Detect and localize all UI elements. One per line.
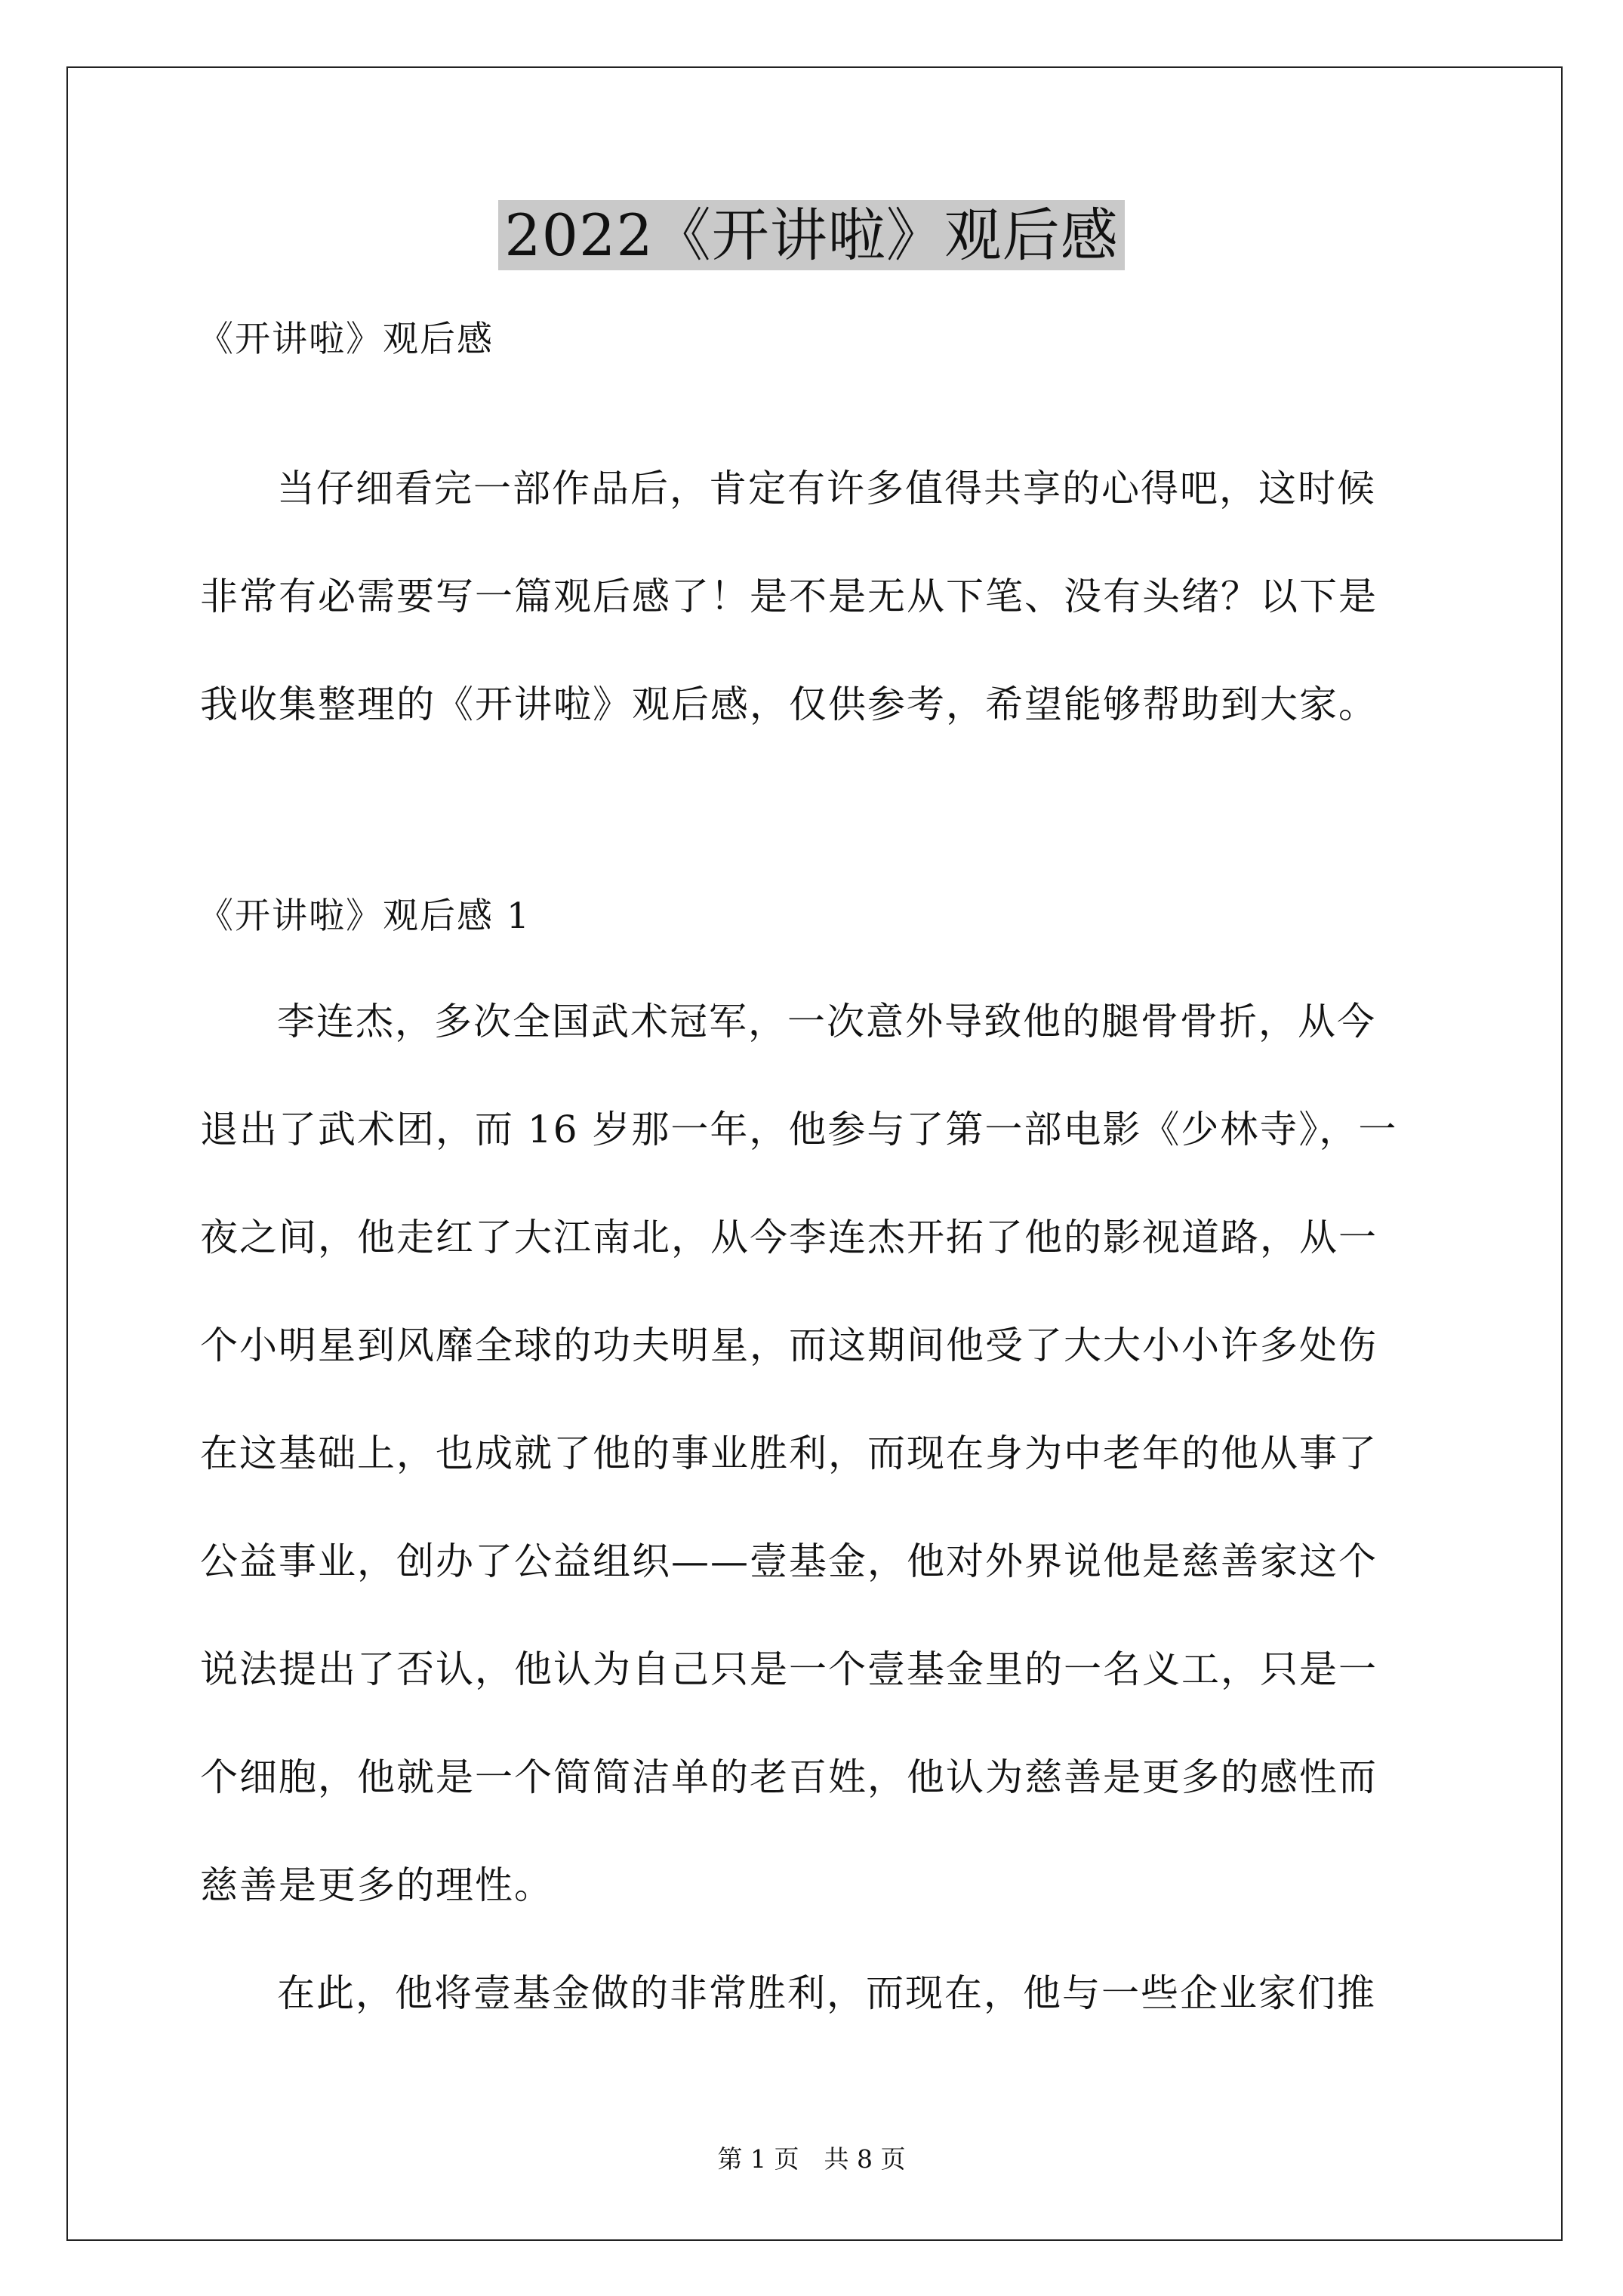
section-heading: 《开讲啦》观后感 1	[198, 895, 531, 937]
intro-line-2: 非常有必需要写一篇观后感了！是不是无从下笔、没有头绪？以下是	[200, 575, 1378, 618]
subtitle: 《开讲啦》观后感	[198, 319, 494, 360]
section-line-7: 说法提出了否认，他认为自己只是一个壹基金里的一名义工，只是一	[200, 1647, 1378, 1691]
document-title-text: 2022《开讲啦》观后感	[498, 200, 1124, 270]
section-line-5: 在这基础上，也成就了他的事业胜利，而现在身为中老年的他从事了	[200, 1432, 1378, 1475]
section-line-2: 退出了武术团，而 16 岁那一年，他参与了第一部电影《少林寺》，一	[200, 1108, 1398, 1151]
section-line-4: 个小明星到风靡全球的功夫明星，而这期间他受了大大小小许多处伤	[200, 1324, 1378, 1367]
section-line-1: 李连杰，多次全国武术冠军，一次意外导致他的腿骨骨折，从今	[277, 1000, 1376, 1043]
section-line-3: 夜之间，他走红了大江南北，从今李连杰开拓了他的影视道路，从一	[200, 1216, 1378, 1259]
intro-line-1: 当仔细看完一部作品后，肯定有许多值得共享的心得吧，这时候	[277, 467, 1376, 510]
intro-line-3: 我收集整理的《开讲啦》观后感，仅供参考，希望能够帮助到大家。	[200, 683, 1378, 726]
section-line-6: 公益事业，创办了公益组织——壹基金，他对外界说他是慈善家这个	[200, 1539, 1378, 1583]
section-line-9: 慈善是更多的理性。	[200, 1863, 553, 1907]
last-line: 在此，他将壹基金做的非常胜利，而现在，他与一些企业家们推	[277, 1971, 1376, 2015]
section-line-8: 个细胞，他就是一个简简洁单的老百姓，他认为慈善是更多的感性而	[200, 1755, 1378, 1799]
page-footer: 第 1 页 共 8 页	[717, 2144, 906, 2174]
page-border	[66, 66, 1563, 2241]
document-title	[0, 198, 1623, 273]
